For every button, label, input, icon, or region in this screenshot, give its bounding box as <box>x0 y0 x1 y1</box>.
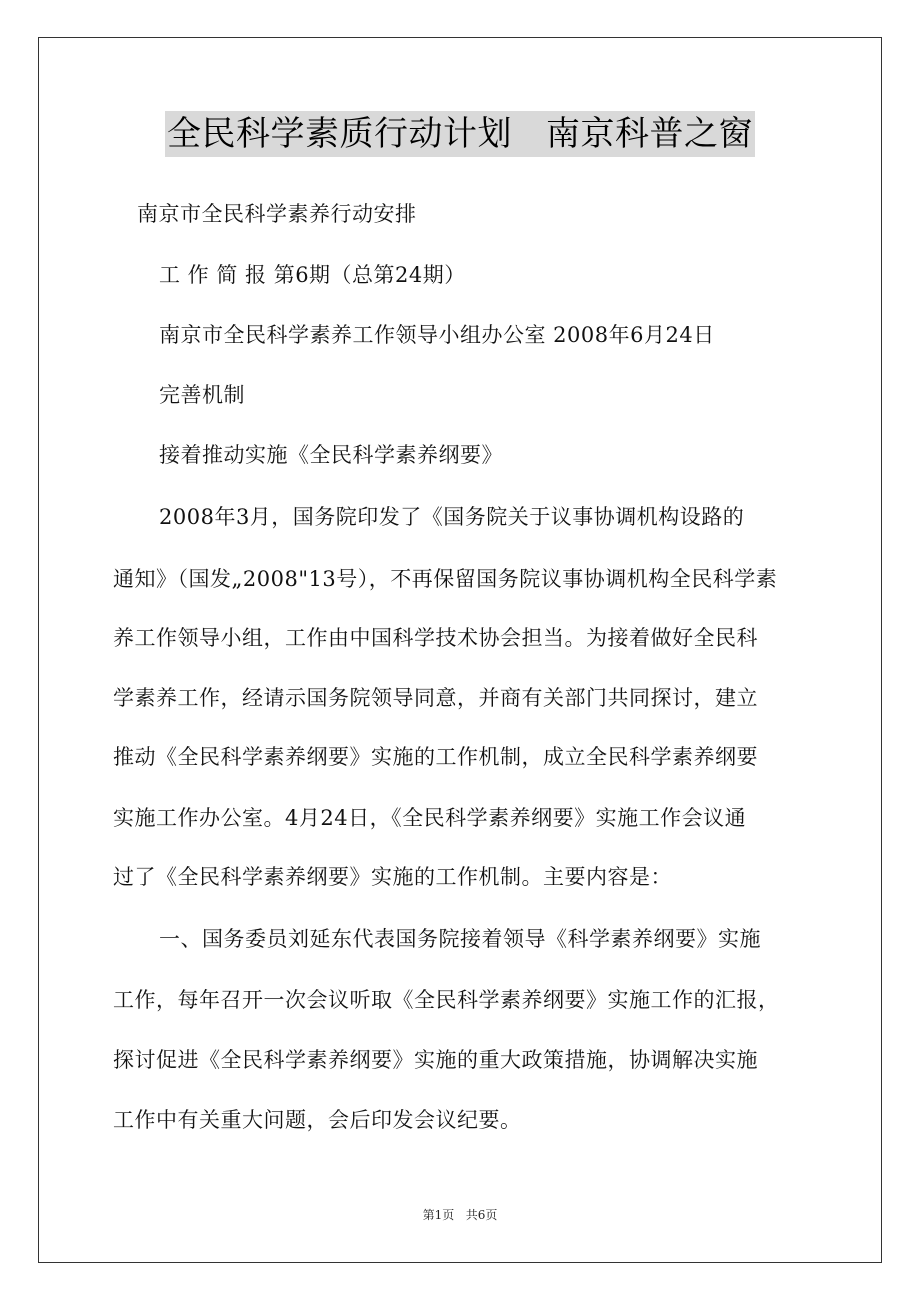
text-line: 实施工作办公室。4月24日，《全民科学素养纲要》实施工作会议通 <box>113 806 747 830</box>
document-title-container <box>0 111 920 157</box>
text-line: 工作，每年召开一次会议听取《全民科学素养纲要》实施工作的汇报， <box>113 988 780 1012</box>
text-line: 通知》（国发„2008"13号），不再保留国务院议事协调机构全民科学素 <box>113 567 778 591</box>
text-line: 南京市全民科学素养行动安排 <box>137 202 417 226</box>
text-line: 推动《全民科学素养纲要》实施的工作机制，成立全民科学素养纲要 <box>113 745 758 769</box>
text-line: 一、国务委员刘延东代表国务院接着领导《科学素养纲要》实施 <box>159 927 761 951</box>
text-line: 完善机制 <box>159 383 245 407</box>
document-title: 全民科学素质行动计划 南京科普之窗 <box>165 111 755 157</box>
text-line: 过了《全民科学素养纲要》实施的工作机制。主要内容是： <box>113 865 672 889</box>
text-line: 工作中有关重大问题，会后印发会议纪要。 <box>113 1108 522 1132</box>
text-line: 2008年3月，国务院印发了《国务院关于议事协调机构设路的 <box>159 505 745 529</box>
text-line: 工 作 简 报 第6期（总第24期） <box>159 263 466 287</box>
text-line: 接着推动实施《全民科学素养纲要》 <box>159 443 503 467</box>
text-line: 学素养工作，经请示国务院领导同意，并商有关部门共同探讨，建立 <box>113 686 758 710</box>
text-line: 养工作领导小组，工作由中国科学技术协会担当。为接着做好全民科 <box>113 626 758 650</box>
page-footer: 第1页 共6页 <box>422 1208 498 1222</box>
text-line: 探讨促进《全民科学素养纲要》实施的重大政策措施，协调解决实施 <box>113 1048 758 1072</box>
text-line: 南京市全民科学素养工作领导小组办公室 2008年6月24日 <box>159 323 715 347</box>
